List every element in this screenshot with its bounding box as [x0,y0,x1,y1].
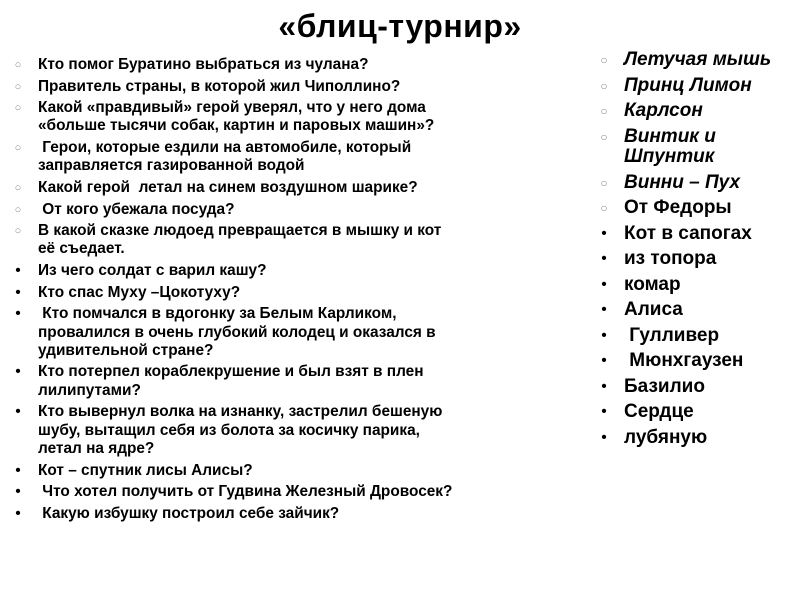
answer-item [596,300,800,321]
bullet-icon: • [601,377,607,395]
answer-item-text: лубяную [624,426,708,448]
answer-item-text: Мюнхгаузен [624,350,744,371]
question-item-text: Какой герой летал на синем воздушном шарике? [38,178,418,196]
question-item [0,262,600,280]
hollow-bullet-icon: ○ [14,225,22,238]
question-item [0,403,600,458]
bullet-icon: • [15,262,21,280]
answer-item [596,402,800,423]
question-item-text: Из чего солдат с варил кашу? [38,262,267,280]
question-item-text: Что хотел получить от Гудвина Железный Дровосек? [38,483,453,501]
answer-item-text: комар [624,273,681,295]
hollow-bullet-icon: ○ [600,78,608,93]
bullet-icon: • [601,250,607,267]
question-item-text: Кто помог Буратино выбраться из чулана? [38,56,369,73]
hollow-bullet-icon: ○ [14,80,22,93]
answer-item-text: Винтик и Шпунтик [624,125,716,167]
bullet-icon: • [601,352,607,369]
question-item [0,363,600,400]
question-item [0,139,600,176]
question-item [0,222,600,259]
question-item-text: Герои, которые ездили на автомобиле, который заправляется газированной водой [38,139,412,175]
questions-list [0,56,600,526]
answer-item [596,101,800,122]
answer-item [596,428,800,449]
hollow-bullet-icon: ○ [600,129,608,144]
answer-item [596,224,800,245]
bullet-icon: • [601,224,607,242]
answer-item-text: Гулливер [624,324,720,346]
hollow-bullet-icon: ○ [14,181,22,194]
hollow-bullet-icon: ○ [600,53,608,67]
answer-item [596,127,800,168]
answer-item [596,351,800,372]
answer-item-text: Кот в сапогах [624,222,752,244]
question-item [0,56,600,74]
question-item-text: Кот – спутник лисы Алисы? [38,461,253,479]
answer-item-text: Сердце [624,401,694,422]
question-item [0,483,600,501]
bullet-icon: • [15,363,21,381]
answer-item [596,377,800,398]
bullet-icon: • [15,483,21,501]
answer-item [596,275,800,296]
answer-item-text: Принц Лимон [624,74,752,96]
hollow-bullet-icon: ○ [600,201,608,215]
answer-item-text: От Федоры [624,197,732,218]
hollow-bullet-icon: ○ [600,104,608,118]
answer-item [596,249,800,270]
bullet-icon: • [601,428,607,446]
question-item [0,201,600,219]
bullet-icon: • [15,283,21,301]
question-item [0,284,600,302]
question-item-text: Какой «правдивый» герой уверял, что у него дома «больше тысячи собак, картин и паровых машин»? [38,99,435,135]
question-item [0,99,600,136]
answer-item [596,76,800,97]
question-item [0,505,600,523]
bullet-icon: • [15,504,21,522]
question-item [0,462,600,480]
answer-item [596,50,800,71]
question-item [0,179,600,197]
bullet-icon: • [601,403,607,420]
question-item-text: Кто спас Муху –Цокотуху? [38,283,241,301]
question-item-text: Кто потерпел кораблекрушение и был взят в плен лилипутами? [38,363,424,399]
answers-list [596,50,800,453]
question-item-text: От кого убежала посуда? [38,200,235,218]
slide-title: «блиц-турнир» [278,8,522,44]
question-item [0,78,600,96]
question-item-text: Правитель страны, в которой жил Чиполлино? [38,77,401,95]
hollow-bullet-icon: ○ [14,59,22,71]
answer-item-text: Алиса [624,299,683,320]
hollow-bullet-icon: ○ [14,203,22,216]
answer-item-text: Базилио [624,375,705,397]
hollow-bullet-icon: ○ [14,142,22,155]
answer-item-text: Винни – Пух [624,171,741,193]
question-item-text: В какой сказке людоед превращается в мышку и кот её съедает. [38,222,442,258]
hollow-bullet-icon: ○ [14,102,22,115]
answer-item-text: Летучая мышь [624,49,772,70]
bullet-icon: • [601,301,607,318]
bullet-icon: • [15,403,21,421]
bullet-icon: • [601,275,607,293]
bullet-icon: • [601,326,607,344]
question-item-text: Кто помчался в вдогонку за Белым Карликом, провалился в очень глубокий колодец и оказался в удивительной стране? [38,305,436,359]
answer-item [596,198,800,219]
answer-item [596,326,800,347]
hollow-bullet-icon: ○ [600,175,608,190]
answer-item-text: Карлсон [624,100,703,121]
question-item-text: Какую избушку построил себе зайчик? [38,504,340,522]
answer-item [596,173,800,194]
bullet-icon: • [15,305,21,323]
bullet-icon: • [15,461,21,479]
question-item-text: Кто вывернул волка на изнанку, застрелил бешеную шубу, вытащил себя из болота за косичку парика, летал на ядре? [38,403,443,457]
question-item [0,305,600,360]
answer-item-text: из топора [624,248,717,269]
